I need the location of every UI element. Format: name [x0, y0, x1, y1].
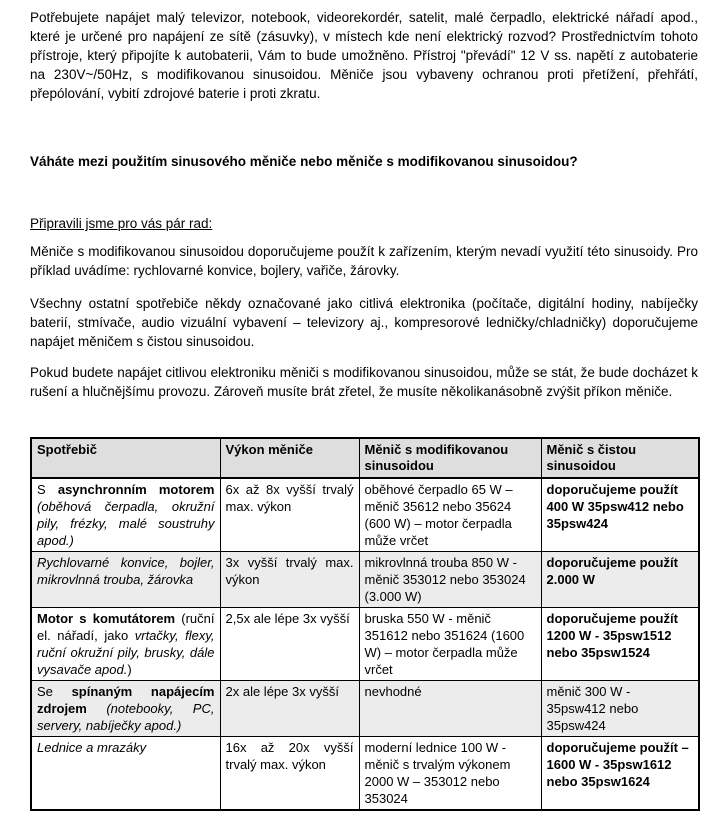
- advice-paragraph-modified: Měniče s modifikovanou sinusoidou doporučujeme použít k zařízením, kterým nevadí využití této sinusoidy. Pro příklad uvádíme: rychlovarné konvice, bojlery, vařiče, žárovky.: [30, 244, 698, 278]
- device-cell: [31, 478, 220, 552]
- col-header-spotrebic: Spotřebič: [31, 438, 220, 478]
- advice-paragraph-pure: Všechny ostatní spotřebiče někdy označované jako citlivá elektronika (počítače, digitální hodiny, nabíječky baterií, stmívače, audio vizuální vybavení – televizory aj., kompresorové ledničky/chladničky) doporučujeme napájet měničem s čistou sinusoidou.: [30, 296, 698, 349]
- modified-sine-cell: mikrovlnná trouba 850 W - měnič 353012 nebo 353024 (3.000 W): [359, 552, 541, 608]
- pure-sine-cell: [541, 737, 699, 811]
- device-text-italic: (notebooky, PC, servery, nabíječky apod.): [37, 701, 215, 733]
- device-text-bold: asynchronním motorem: [57, 482, 215, 497]
- power-cell: 2,5x ale lépe 3x vyšší: [220, 608, 359, 681]
- table-row-lednice-mrazaky: [31, 737, 699, 811]
- device-text: S: [37, 482, 58, 497]
- device-text: [87, 701, 107, 716]
- device-text: ): [127, 662, 132, 677]
- table-row-motor-s-komutatorem: [31, 608, 699, 681]
- table-row-rychlovarne-konvice: [31, 552, 699, 608]
- table-row-asynchronni-motor: [31, 478, 699, 552]
- device-text-italic: Rychlovarné konvice, bojler, mikrovlnná trouba, žárovka: [37, 555, 215, 587]
- col-header-vykon-menice: Výkon měniče: [220, 438, 359, 478]
- pure-sine-cell: [541, 681, 699, 737]
- pure-text-bold: doporučujeme použít 400 W 35psw412 nebo 35psw424: [546, 482, 684, 531]
- pure-text-bold: doporučujeme použít 2.000 W: [546, 555, 678, 587]
- pure-sine-cell: [541, 552, 699, 608]
- advice-heading: [30, 214, 698, 233]
- pure-sine-cell: [541, 608, 699, 681]
- device-cell: [31, 608, 220, 681]
- col-header-menic-cista: Měnič s čistou sinusoidou: [541, 438, 699, 478]
- question-heading: Váháte mezi použitím sinusového měniče nebo měniče s modifikovanou sinusoidou?: [30, 154, 578, 169]
- device-cell: [31, 737, 220, 811]
- pure-text-bold: doporučujeme použít – 1600 W - 35psw1612 nebo 35psw1624: [546, 740, 689, 789]
- device-text-bold: Motor s komutátorem: [37, 611, 176, 626]
- modified-sine-cell: bruska 550 W - měnič 351612 nebo 351624 (1600 W) – motor čerpadla může vrčet: [359, 608, 541, 681]
- device-cell: [31, 552, 220, 608]
- device-text-italic: vrtačky, flexy, ruční okružní pily, brusky, dále vysavače apod.: [37, 628, 215, 677]
- device-text: (ruční el. nářadí, jako: [37, 611, 215, 643]
- modified-sine-cell: moderní lednice 100 W - měnič s trvalým výkonem 2000 W – 353012 nebo 353024: [359, 737, 541, 811]
- col-header-menic-modifikovana: Měnič s modifikovanou sinusoidou: [359, 438, 541, 478]
- advice-paragraph-warning: Pokud budete napájet citlivou elektroniku měniči s modifikovanou sinusoidou, může se stát, že bude docházet k rušení a hlučnějšímu provozu. Zároveň musíte brát zřetel, že musíte několikanásobně zvýšit příkon měniče.: [30, 365, 698, 399]
- appliance-table: [30, 437, 700, 811]
- pure-sine-cell: [541, 478, 699, 552]
- power-cell: 16x až 20x vyšší trvalý max. výkon: [220, 737, 359, 811]
- table-row-spinany-zdroj: [31, 681, 699, 737]
- power-cell: 3x vyšší trvalý max. výkon: [220, 552, 359, 608]
- power-cell: 6x až 8x vyšší trvalý max. výkon: [220, 478, 359, 552]
- pure-text: měnič 300 W - 35psw412 nebo 35psw424: [546, 684, 639, 733]
- device-text-italic: (oběhová čerpadla, okružní pily, frézky, malé soustruhy apod.): [37, 499, 215, 548]
- table-header-row: [31, 438, 699, 478]
- modified-sine-cell: nevhodné: [359, 681, 541, 737]
- modified-sine-cell: oběhové čerpadlo 65 W – měnič 35612 nebo 35624 (600 W) – motor čerpadla může vrčet: [359, 478, 541, 552]
- device-text-bold: spínaným napájecím zdrojem: [37, 684, 215, 716]
- advice-heading-text: Připravili jsme pro vás pár rad:: [30, 216, 213, 231]
- intro-paragraph: Potřebujete napájet malý televizor, notebook, videorekordér, satelit, malé čerpadlo, elektrické nářadí apod., které je určené pro napájení ze sítě (zásuvky), v místech kde není elektrický rozvod? Prostřednictvím tohoto přístroje, který připojíte k autobaterii, Vám to bude umožněno. Přístroj "převádí" 12 V ss. napětí z autobaterie na 230V~/50Hz, s modifikovanou sinusoidou. Měniče jsou vybaveny ochranou proti přetížení, přehřátí, přepólování, vybití zdrojové baterie i proti zkratu.: [30, 10, 698, 101]
- device-text-italic: Lednice a mrazáky: [37, 740, 147, 755]
- device-cell: [31, 681, 220, 737]
- power-cell: 2x ale lépe 3x vyšší: [220, 681, 359, 737]
- pure-text-bold: doporučujeme použít 1200 W - 35psw1512 nebo 35psw1524: [546, 611, 678, 660]
- device-text: Se: [37, 684, 72, 699]
